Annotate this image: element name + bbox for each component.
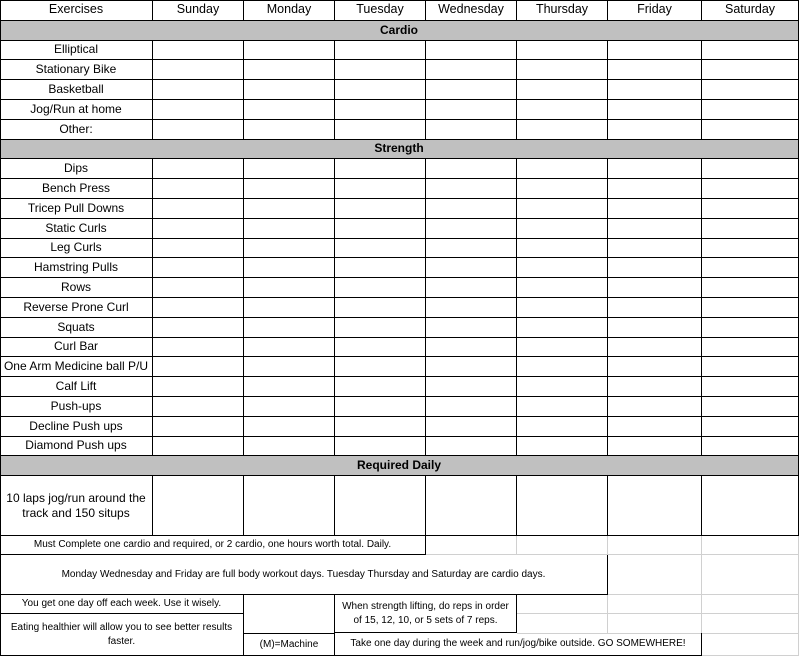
strength-entry-cell[interactable] bbox=[426, 338, 517, 358]
cardio-entry-cell[interactable] bbox=[702, 120, 799, 140]
strength-entry-cell[interactable] bbox=[426, 219, 517, 239]
section-cardio: Cardio bbox=[0, 21, 799, 41]
blank-cell bbox=[608, 595, 702, 614]
cardio-entry-cell[interactable] bbox=[426, 60, 517, 80]
note-must-complete: Must Complete one cardio and required, or 2 cardio, one hours worth total. Daily. bbox=[0, 536, 426, 555]
strength-entry-cell[interactable] bbox=[153, 199, 244, 219]
header-exercises: Exercises bbox=[0, 0, 153, 21]
header-day-thursday: Thursday bbox=[517, 0, 608, 21]
cardio-entry-cell[interactable] bbox=[244, 120, 335, 140]
strength-entry-cell[interactable] bbox=[702, 199, 799, 219]
strength-entry-cell[interactable] bbox=[335, 239, 426, 259]
strength-entry-cell[interactable] bbox=[608, 377, 702, 397]
strength-entry-cell[interactable] bbox=[153, 219, 244, 239]
strength-entry-cell[interactable] bbox=[426, 298, 517, 318]
cardio-entry-cell[interactable] bbox=[608, 100, 702, 120]
section-strength: Strength bbox=[0, 140, 799, 160]
strength-entry-cell[interactable] bbox=[153, 159, 244, 179]
strength-entry-cell[interactable] bbox=[702, 219, 799, 239]
strength-entry-cell[interactable] bbox=[702, 258, 799, 278]
required-entry-cell[interactable] bbox=[153, 476, 244, 536]
cardio-entry-cell[interactable] bbox=[426, 41, 517, 61]
strength-entry-cell[interactable] bbox=[608, 397, 702, 417]
strength-entry-cell[interactable] bbox=[153, 278, 244, 298]
strength-entry-cell[interactable] bbox=[517, 437, 608, 457]
strength-entry-cell[interactable] bbox=[608, 159, 702, 179]
cardio-entry-cell[interactable] bbox=[608, 120, 702, 140]
strength-entry-cell[interactable] bbox=[244, 357, 335, 377]
header-day-sunday: Sunday bbox=[153, 0, 244, 21]
strength-entry-cell[interactable] bbox=[702, 278, 799, 298]
strength-entry-cell[interactable] bbox=[153, 298, 244, 318]
strength-entry-cell[interactable] bbox=[517, 298, 608, 318]
strength-entry-cell[interactable] bbox=[426, 417, 517, 437]
strength-entry-cell[interactable] bbox=[335, 219, 426, 239]
strength-entry-cell[interactable] bbox=[244, 318, 335, 338]
required-entry-cell[interactable] bbox=[608, 476, 702, 536]
cardio-entry-cell[interactable] bbox=[244, 60, 335, 80]
strength-exercise-label: Reverse Prone Curl bbox=[0, 298, 153, 318]
cardio-entry-cell[interactable] bbox=[335, 120, 426, 140]
strength-entry-cell[interactable] bbox=[702, 338, 799, 358]
strength-exercise-label: Static Curls bbox=[0, 219, 153, 239]
strength-entry-cell[interactable] bbox=[244, 179, 335, 199]
strength-entry-cell[interactable] bbox=[335, 397, 426, 417]
blank-cell bbox=[702, 633, 799, 656]
strength-entry-cell[interactable] bbox=[153, 377, 244, 397]
strength-entry-cell[interactable] bbox=[153, 239, 244, 259]
required-entry-cell[interactable] bbox=[335, 476, 426, 536]
strength-entry-cell[interactable] bbox=[244, 338, 335, 358]
strength-entry-cell[interactable] bbox=[335, 357, 426, 377]
cardio-entry-cell[interactable] bbox=[153, 100, 244, 120]
cardio-entry-cell[interactable] bbox=[608, 60, 702, 80]
strength-entry-cell[interactable] bbox=[426, 357, 517, 377]
strength-entry-cell[interactable] bbox=[702, 437, 799, 457]
strength-entry-cell[interactable] bbox=[244, 199, 335, 219]
strength-entry-cell[interactable] bbox=[608, 199, 702, 219]
cardio-entry-cell[interactable] bbox=[244, 80, 335, 100]
strength-entry-cell[interactable] bbox=[608, 437, 702, 457]
cardio-entry-cell[interactable] bbox=[608, 80, 702, 100]
strength-entry-cell[interactable] bbox=[426, 278, 517, 298]
cardio-exercise-label: Elliptical bbox=[0, 41, 153, 61]
strength-entry-cell[interactable] bbox=[153, 397, 244, 417]
required-entry-cell[interactable] bbox=[702, 476, 799, 536]
cardio-entry-cell[interactable] bbox=[335, 60, 426, 80]
strength-entry-cell[interactable] bbox=[426, 258, 517, 278]
cardio-entry-cell[interactable] bbox=[335, 80, 426, 100]
strength-exercise-label: One Arm Medicine ball P/U bbox=[0, 357, 153, 377]
strength-entry-cell[interactable] bbox=[702, 298, 799, 318]
cardio-entry-cell[interactable] bbox=[153, 120, 244, 140]
strength-entry-cell[interactable] bbox=[517, 278, 608, 298]
strength-entry-cell[interactable] bbox=[335, 437, 426, 457]
strength-entry-cell[interactable] bbox=[702, 377, 799, 397]
strength-entry-cell[interactable] bbox=[517, 219, 608, 239]
strength-entry-cell[interactable] bbox=[517, 239, 608, 259]
strength-entry-cell[interactable] bbox=[517, 179, 608, 199]
cardio-entry-cell[interactable] bbox=[426, 120, 517, 140]
strength-entry-cell[interactable] bbox=[335, 159, 426, 179]
strength-entry-cell[interactable] bbox=[426, 159, 517, 179]
strength-entry-cell[interactable] bbox=[244, 437, 335, 457]
strength-entry-cell[interactable] bbox=[426, 377, 517, 397]
strength-entry-cell[interactable] bbox=[244, 159, 335, 179]
strength-exercise-label: Dips bbox=[0, 159, 153, 179]
strength-entry-cell[interactable] bbox=[244, 278, 335, 298]
strength-entry-cell[interactable] bbox=[153, 437, 244, 457]
cardio-entry-cell[interactable] bbox=[608, 41, 702, 61]
strength-entry-cell[interactable] bbox=[335, 298, 426, 318]
note-reps: When strength lifting, do reps in order of 15, 12, 10, or 5 sets of 7 reps. bbox=[335, 595, 517, 633]
cardio-entry-cell[interactable] bbox=[244, 41, 335, 61]
blank-cell bbox=[517, 536, 608, 555]
strength-entry-cell[interactable] bbox=[608, 338, 702, 358]
strength-exercise-label: Rows bbox=[0, 278, 153, 298]
cardio-entry-cell[interactable] bbox=[335, 41, 426, 61]
strength-exercise-label: Curl Bar bbox=[0, 338, 153, 358]
strength-entry-cell[interactable] bbox=[517, 258, 608, 278]
header-day-saturday: Saturday bbox=[702, 0, 799, 21]
strength-exercise-label: Diamond Push ups bbox=[0, 437, 153, 457]
strength-entry-cell[interactable] bbox=[608, 179, 702, 199]
strength-entry-cell[interactable] bbox=[608, 318, 702, 338]
cardio-entry-cell[interactable] bbox=[702, 60, 799, 80]
strength-entry-cell[interactable] bbox=[608, 278, 702, 298]
strength-entry-cell[interactable] bbox=[517, 159, 608, 179]
strength-entry-cell[interactable] bbox=[517, 318, 608, 338]
strength-entry-cell[interactable] bbox=[517, 199, 608, 219]
strength-entry-cell[interactable] bbox=[608, 298, 702, 318]
strength-entry-cell[interactable] bbox=[153, 318, 244, 338]
cardio-entry-cell[interactable] bbox=[426, 80, 517, 100]
strength-entry-cell[interactable] bbox=[426, 397, 517, 417]
strength-exercise-label: Leg Curls bbox=[0, 239, 153, 259]
strength-entry-cell[interactable] bbox=[608, 239, 702, 259]
cardio-exercise-label: Stationary Bike bbox=[0, 60, 153, 80]
strength-entry-cell[interactable] bbox=[517, 357, 608, 377]
strength-entry-cell[interactable] bbox=[335, 417, 426, 437]
strength-entry-cell[interactable] bbox=[153, 338, 244, 358]
strength-entry-cell[interactable] bbox=[608, 357, 702, 377]
strength-entry-cell[interactable] bbox=[608, 258, 702, 278]
strength-entry-cell[interactable] bbox=[702, 179, 799, 199]
strength-entry-cell[interactable] bbox=[335, 338, 426, 358]
cardio-entry-cell[interactable] bbox=[702, 41, 799, 61]
strength-entry-cell[interactable] bbox=[426, 179, 517, 199]
strength-entry-cell[interactable] bbox=[335, 318, 426, 338]
section-required: Required Daily bbox=[0, 456, 799, 476]
strength-entry-cell[interactable] bbox=[153, 258, 244, 278]
strength-entry-cell[interactable] bbox=[244, 219, 335, 239]
strength-entry-cell[interactable] bbox=[702, 417, 799, 437]
required-exercise-label: 10 laps jog/run around the track and 150 situps bbox=[0, 476, 153, 536]
header-day-monday: Monday bbox=[244, 0, 335, 21]
strength-entry-cell[interactable] bbox=[335, 278, 426, 298]
note-day-off: You get one day off each week. Use it wisely. bbox=[0, 595, 244, 614]
strength-entry-cell[interactable] bbox=[426, 239, 517, 259]
strength-entry-cell[interactable] bbox=[244, 397, 335, 417]
strength-entry-cell[interactable] bbox=[153, 357, 244, 377]
cardio-entry-cell[interactable] bbox=[335, 100, 426, 120]
cardio-entry-cell[interactable] bbox=[153, 80, 244, 100]
note-healthier: Eating healthier will allow you to see better results faster. bbox=[0, 614, 244, 656]
blank-cell bbox=[608, 614, 702, 634]
strength-entry-cell[interactable] bbox=[335, 199, 426, 219]
strength-entry-cell[interactable] bbox=[702, 397, 799, 417]
cardio-exercise-label: Basketball bbox=[0, 80, 153, 100]
blank-cell bbox=[702, 595, 799, 614]
note-machine: (M)=Machine bbox=[244, 634, 335, 656]
strength-entry-cell[interactable] bbox=[335, 258, 426, 278]
strength-entry-cell[interactable] bbox=[517, 377, 608, 397]
strength-entry-cell[interactable] bbox=[517, 338, 608, 358]
strength-exercise-label: Hamstring Pulls bbox=[0, 258, 153, 278]
blank-cell bbox=[608, 555, 702, 595]
strength-entry-cell[interactable] bbox=[244, 417, 335, 437]
strength-entry-cell[interactable] bbox=[702, 318, 799, 338]
strength-exercise-label: Decline Push ups bbox=[0, 417, 153, 437]
header-day-wednesday: Wednesday bbox=[426, 0, 517, 21]
strength-entry-cell[interactable] bbox=[244, 258, 335, 278]
strength-entry-cell[interactable] bbox=[426, 199, 517, 219]
cardio-entry-cell[interactable] bbox=[426, 100, 517, 120]
strength-entry-cell[interactable] bbox=[335, 377, 426, 397]
strength-entry-cell[interactable] bbox=[702, 159, 799, 179]
strength-entry-cell[interactable] bbox=[702, 357, 799, 377]
strength-entry-cell[interactable] bbox=[702, 239, 799, 259]
strength-entry-cell[interactable] bbox=[426, 437, 517, 457]
cardio-entry-cell[interactable] bbox=[517, 41, 608, 61]
cardio-exercise-label: Other: bbox=[0, 120, 153, 140]
cardio-entry-cell[interactable] bbox=[517, 100, 608, 120]
cardio-entry-cell[interactable] bbox=[153, 41, 244, 61]
required-entry-cell[interactable] bbox=[426, 476, 517, 536]
strength-entry-cell[interactable] bbox=[153, 179, 244, 199]
strength-entry-cell[interactable] bbox=[517, 397, 608, 417]
strength-exercise-label: Squats bbox=[0, 318, 153, 338]
strength-entry-cell[interactable] bbox=[517, 417, 608, 437]
note-full-body: Monday Wednesday and Friday are full body workout days. Tuesday Thursday and Saturday are cardio days. bbox=[0, 555, 608, 595]
cardio-entry-cell[interactable] bbox=[702, 80, 799, 100]
cardio-exercise-label: Jog/Run at home bbox=[0, 100, 153, 120]
cardio-entry-cell[interactable] bbox=[517, 60, 608, 80]
required-entry-cell[interactable] bbox=[244, 476, 335, 536]
strength-exercise-label: Tricep Pull Downs bbox=[0, 199, 153, 219]
strength-exercise-label: Calf Lift bbox=[0, 377, 153, 397]
strength-exercise-label: Bench Press bbox=[0, 179, 153, 199]
header-day-tuesday: Tuesday bbox=[335, 0, 426, 21]
strength-entry-cell[interactable] bbox=[608, 219, 702, 239]
blank-cell bbox=[702, 536, 799, 555]
note-outside: Take one day during the week and run/jog/bike outside. GO SOMEWHERE! bbox=[335, 633, 702, 656]
blank-cell bbox=[426, 536, 517, 555]
cardio-entry-cell[interactable] bbox=[702, 100, 799, 120]
cardio-entry-cell[interactable] bbox=[517, 80, 608, 100]
cardio-entry-cell[interactable] bbox=[244, 100, 335, 120]
strength-entry-cell[interactable] bbox=[426, 318, 517, 338]
strength-entry-cell[interactable] bbox=[608, 417, 702, 437]
blank-cell bbox=[702, 614, 799, 634]
blank-cell bbox=[244, 595, 335, 634]
blank-cell bbox=[517, 614, 608, 634]
header-day-friday: Friday bbox=[608, 0, 702, 21]
strength-entry-cell[interactable] bbox=[244, 298, 335, 318]
strength-entry-cell[interactable] bbox=[153, 417, 244, 437]
strength-entry-cell[interactable] bbox=[244, 239, 335, 259]
blank-cell bbox=[702, 555, 799, 595]
required-entry-cell[interactable] bbox=[517, 476, 608, 536]
strength-entry-cell[interactable] bbox=[244, 377, 335, 397]
strength-exercise-label: Push-ups bbox=[0, 397, 153, 417]
cardio-entry-cell[interactable] bbox=[517, 120, 608, 140]
blank-cell bbox=[517, 595, 608, 614]
cardio-entry-cell[interactable] bbox=[153, 60, 244, 80]
strength-entry-cell[interactable] bbox=[335, 179, 426, 199]
blank-cell bbox=[608, 536, 702, 555]
